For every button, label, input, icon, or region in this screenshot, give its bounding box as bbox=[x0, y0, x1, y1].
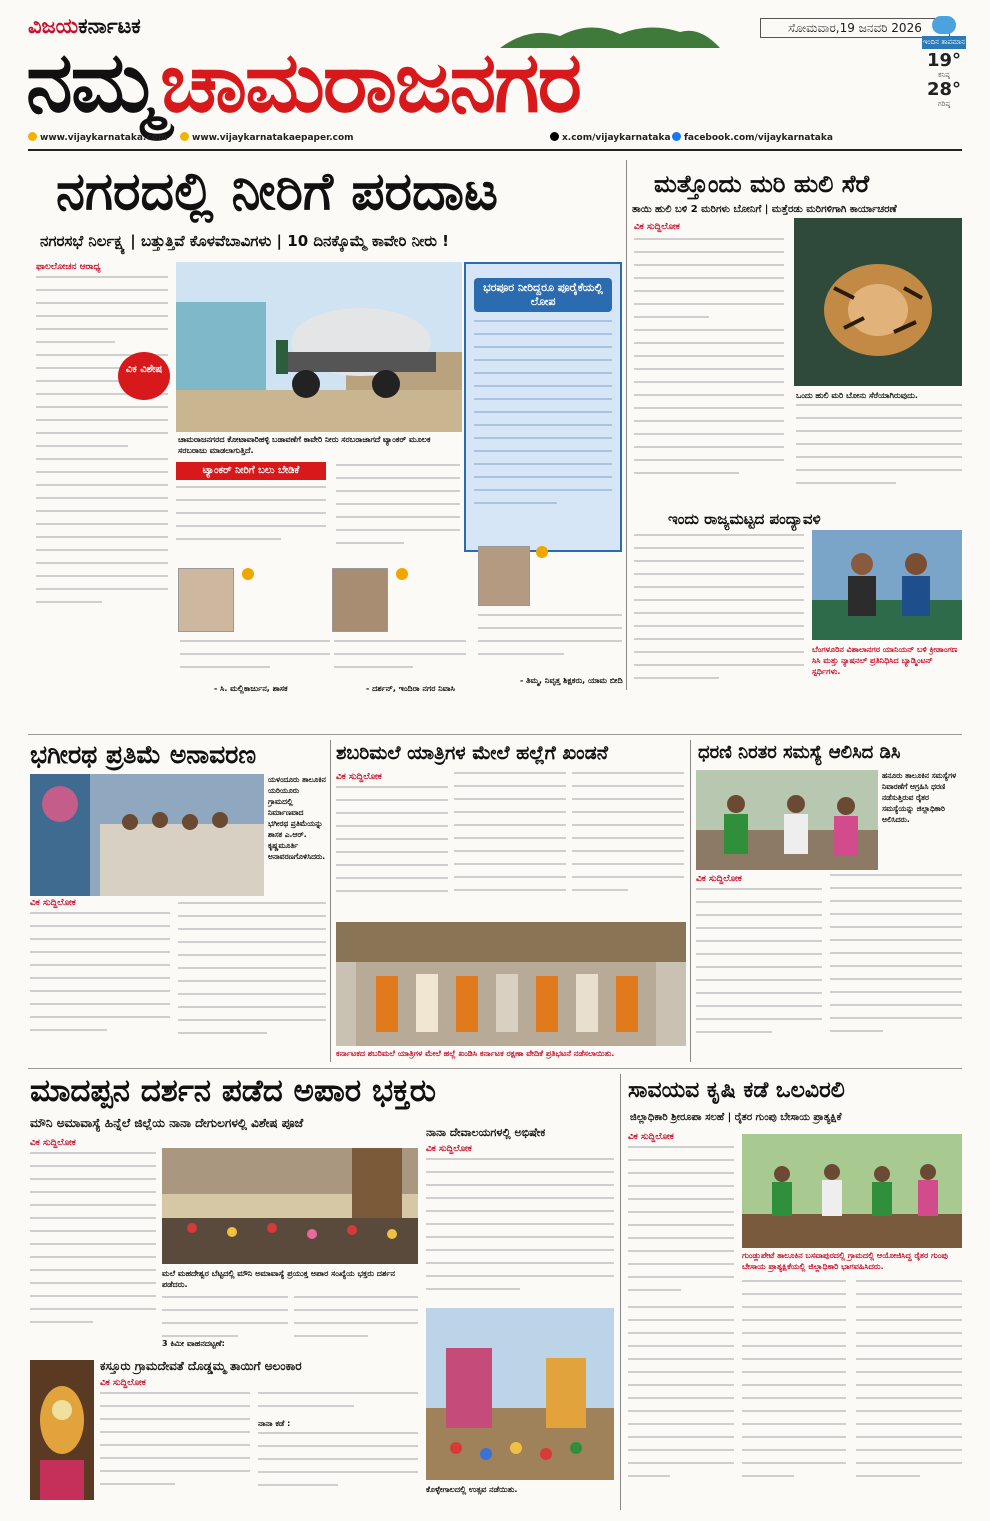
dharane-body-col2 bbox=[830, 874, 962, 1058]
temp-max: 28° bbox=[926, 78, 962, 100]
bhagiratha-byline: ವಿಕ ಸುದ್ದಿಲೋಕ bbox=[30, 898, 76, 908]
mug-teacher bbox=[478, 546, 530, 606]
brand-part1: ವಿಜಯ bbox=[28, 14, 79, 38]
madappa-body-col1 bbox=[30, 1152, 156, 1338]
organic-body-col1 bbox=[628, 1146, 734, 1306]
epaper-link[interactable]: www.vijaykarnatakaepaper.com bbox=[192, 133, 354, 143]
sabarimala-caption: ಕರ್ನಾಟಕದ ಶಬರಿಮಲೆ ಯಾತ್ರಿಗಳ ಮೇಲೆ ಹಲ್ಲೆ ಖಂಡಿಸಿ ಕರ್ನಾಟಕ ರಕ್ಷಣಾ ವೇದಿಕೆ ಪ್ರತಿಭಟನೆ ನಡೆಸಲಾಯಿತು. bbox=[336, 1049, 615, 1058]
cloud-sun-icon bbox=[932, 16, 956, 34]
tiger-caption: ಒಂದು ಹುಲಿ ಮರಿ ಬೋನು ಸೆರೆಯಾಗಿರುವುದು. bbox=[796, 391, 918, 400]
quote3-body bbox=[478, 614, 622, 674]
lead-subhead: ನಗರಸಭೆ ನಿರ್ಲಕ್ಷ್ಯ | ಬತ್ತುತ್ತಿವೆ ಕೊಳವೆಬಾವಿಗಳು | 10 ದಿನಕ್ಕೊಮ್ಮೆ ಕಾವೇರಿ ನೀರು ! bbox=[40, 232, 450, 250]
organic-body-col3 bbox=[856, 1280, 962, 1510]
tiger-body-col2 bbox=[796, 404, 962, 500]
madappa-byline: ವಿಕ ಸುದ್ದಿಲೋಕ bbox=[30, 1138, 76, 1148]
quote-icon bbox=[536, 546, 548, 558]
sports-headline: ಇಂದು ರಾಜ್ಯಮಟ್ಟದ ಪಂದ್ಯಾವಳಿ bbox=[668, 510, 821, 528]
sabarimala-photo bbox=[336, 922, 686, 1046]
quote-icon bbox=[242, 568, 254, 580]
mug-mla bbox=[178, 568, 234, 632]
facebook-icon bbox=[672, 132, 681, 141]
organic-caption: ಗುಂಡ್ಲುಪೇಟೆ ತಾಲೂಕಿನ ಬಸವಾಪುರದಲ್ಲಿ ಗ್ರಾಮದಲ್ಲಿ ಆಯೋಜಿಸಿದ್ದ ರೈತರ ಗುಂಪು ಬೇಸಾಯ ಪ್ರಾತ್ಯಕ್ಷಿಕೆಯಲ್ಲಿ ಜಿಲ್ಲಾಧಿಕಾರಿ ಭಾಗವಹಿಸಿದರು. bbox=[742, 1251, 948, 1271]
sports-body bbox=[634, 534, 804, 694]
bhagiratha-caption: ಯಳಂದೂರು ತಾಲೂಕಿನ ಯರಿಯೂರು ಗ್ರಾಮದಲ್ಲಿ ನಿರ್ಮಾಣವಾದ ಭಗೀರಥ ಪ್ರತಿಮೆಯನ್ನು ಶಾಸಕ ಎ.ಆರ್. ಕೃಷ್ಣಮೂರ್ತಿ ಅನಾವರಣಗೊಳಿಸಿದರು. bbox=[268, 775, 326, 861]
organic-body-col1b bbox=[628, 1306, 734, 1510]
kasturu-byline: ವಿಕ ಸುದ್ದಿಲೋಕ bbox=[100, 1378, 146, 1388]
newspaper-title bbox=[26, 33, 581, 131]
note-label: ನಾನಾ ಕಡೆ : bbox=[258, 1419, 291, 1428]
column-divider bbox=[690, 740, 691, 1062]
tiger-headline: ಮತ್ತೊಂದು ಮರಿ ಹುಲಿ ಸೆರೆ bbox=[654, 170, 870, 198]
organic-byline: ವಿಕ ಸುದ್ದಿಲೋಕ bbox=[628, 1132, 674, 1142]
organic-photo bbox=[742, 1134, 962, 1248]
globe-icon bbox=[28, 132, 37, 141]
organic-body-col2 bbox=[742, 1280, 846, 1510]
temples-headline: ನಾನಾ ದೇವಾಲಯಗಳಲ್ಲಿ ಅಭಿಷೇಕ bbox=[426, 1126, 546, 1139]
madappa-headline: ಮಾದಪ್ಪನ ದರ್ಶನ ಪಡೆದ ಅಪಾರ ಭಕ್ತರು bbox=[30, 1073, 436, 1109]
tiger-body-col1 bbox=[634, 238, 784, 500]
column-divider bbox=[620, 1074, 621, 1510]
column-divider bbox=[330, 740, 331, 1062]
temples-byline: ವಿಕ ಸುದ್ದಿಲೋಕ bbox=[426, 1144, 472, 1154]
kasturu-photo bbox=[30, 1360, 94, 1500]
title-part2: ಚಾಮರಾಜನಗರ bbox=[160, 33, 581, 131]
bhagiratha-body-col2 bbox=[178, 902, 326, 1052]
temp-min: 19° bbox=[926, 50, 962, 71]
weather-widget bbox=[918, 16, 970, 146]
temples-caption: ಕೊಳ್ಳೇಗಾಲದಲ್ಲಿ ಉತ್ಸವ ನಡೆಯಿತು. bbox=[426, 1485, 518, 1494]
bhagiratha-body-col1 bbox=[30, 912, 170, 1052]
madappa-photo bbox=[162, 1148, 418, 1264]
facebook-link[interactable]: facebook.com/vijaykarnataka bbox=[684, 133, 833, 143]
sidebar-box-title: ಭರಪೂರ ನೀರಿದ್ದರೂ ಪೂರೈಕೆಯಲ್ಲಿ ಲೋಪ bbox=[474, 278, 612, 312]
site-link[interactable]: www.vijaykarnataka.com bbox=[40, 133, 168, 143]
madappa-body-col3 bbox=[294, 1296, 418, 1352]
sabarimala-body-col2 bbox=[454, 772, 566, 918]
quote1-name: - ಸಿ. ಮಲ್ಲಿಕಾರ್ಜುನ, ಶಾಸಕ bbox=[214, 684, 288, 693]
vehicle-label: 3 ಕಿಮೀ ವಾಹನದಟ್ಟಣೆ: bbox=[162, 1339, 225, 1348]
mug-resident bbox=[332, 568, 388, 632]
quote3-name: - ತಿಮ್ಮ, ನಿವೃತ್ತ ಶಿಕ್ಷಕರು, ಯಾಮ ಬೀದಿ bbox=[520, 676, 623, 685]
kasturu-body-col1 bbox=[100, 1392, 250, 1508]
temp-max-label: ಗರಿಷ್ಠ bbox=[937, 99, 951, 108]
dharane-headline: ಧರಣಿ ನಿರತರ ಸಮಸ್ಯೆ ಆಲಿಸಿದ ಡಿಸಿ bbox=[698, 742, 901, 763]
tanker-body-col2 bbox=[336, 464, 460, 558]
organic-headline: ಸಾವಯವ ಕೃಷಿ ಕಡೆ ಒಲವಿರಲಿ bbox=[628, 1078, 845, 1103]
quote1-body bbox=[180, 640, 330, 680]
section-divider bbox=[28, 1068, 962, 1069]
x-link[interactable]: x.com/vijaykarnataka bbox=[562, 133, 671, 143]
sabarimala-byline: ವಿಕ ಸುದ್ದಿಲೋಕ bbox=[336, 772, 382, 782]
url-bar bbox=[28, 132, 908, 146]
globe-icon bbox=[180, 132, 189, 141]
quote2-name: - ದರ್ಶನ್, ಇಂದಿರಾ ನಗರ ನಿವಾಸಿ bbox=[366, 684, 455, 693]
dharane-byline: ವಿಕ ಸುದ್ದಿಲೋಕ bbox=[696, 874, 742, 884]
kasturu-headline: ಕಸ್ತೂರು ಗ್ರಾಮದೇವತೆ ದೊಡ್ಡಮ್ಮ ತಾಯಿಗೆ ಅಲಂಕಾರ bbox=[100, 1359, 302, 1373]
dharane-caption: ಹನೂರು ತಾಲೂಕಿನ ಸಮಸ್ಯೆಗಳ ನಿವಾರಣೆಗೆ ಆಗ್ರಹಿಸಿ ಧರಣಿ ನಡೆಸುತ್ತಿರುವ ರೈತರ ಸಮಸ್ಯೆಯನ್ನು ಜಿಲ್ಲಾಧಿಕಾರಿ ಆಲಿಸಿದರು. bbox=[882, 771, 957, 824]
sabarimala-body-col3 bbox=[572, 772, 684, 918]
sports-photo bbox=[812, 530, 962, 640]
tanker-box-title: ಟ್ಯಾಂಕರ್ ನೀರಿಗೆ ಬಲು ಬೇಡಿಕೆ bbox=[176, 462, 326, 480]
section-divider bbox=[28, 734, 962, 735]
sabarimala-headline: ಶಬರಿಮಲೆ ಯಾತ್ರಿಗಳ ಮೇಲೆ ಹಲ್ಲೆಗೆ ಖಂಡನೆ bbox=[336, 742, 609, 764]
lead-body-col1 bbox=[36, 276, 168, 676]
tiger-subhead: ತಾಯಿ ಹುಲಿ ಬಳಿ 2 ಮರಿಗಳು ಬೋನಿಗೆ | ಮತ್ತೆರಡು ಮರಿಗಳಿಗಾಗಿ ಕಾರ್ಯಾಚರಣೆ bbox=[632, 204, 897, 215]
lead-photo-caption: ಚಾಮರಾಜನಗರದ ಕೋಟಾವಾರಿಹಳ್ಳಿ ಬಡಾವಣೆಗೆ ಕಾವೇರಿ ನೀರು ಸರಬರಾಜಾಗದೆ ಟ್ಯಾಂಕರ್ ಮೂಲಕ ಸರಬರಾಜು ಮಾಡಲಾಗುತ್ತಿದೆ. bbox=[178, 435, 431, 455]
kasturu-body-col2b bbox=[258, 1432, 418, 1508]
quote2-body bbox=[334, 640, 466, 680]
tiger-byline: ವಿಕ ಸುದ್ದಿಲೋಕ bbox=[634, 222, 680, 232]
masthead-divider bbox=[28, 149, 962, 151]
weather-label: ಇಂದಿನ ತಾಪಮಾನ bbox=[922, 36, 966, 49]
temples-body bbox=[426, 1158, 614, 1308]
kasturu-body-col2a bbox=[258, 1392, 418, 1418]
organic-subhead: ಜಿಲ್ಲಾಧಿಕಾರಿ ಶ್ರೀರೂಪಾ ಸಲಹೆ | ರೈತರ ಗುಂಪು ಬೇಸಾಯ ಪ್ರಾತ್ಯಕ್ಷಿಕೆ bbox=[630, 1112, 842, 1123]
temples-photo bbox=[426, 1308, 614, 1480]
quote-icon bbox=[396, 568, 408, 580]
temp-min-label: ಕನಿಷ್ಠ bbox=[938, 70, 950, 79]
bhagiratha-photo bbox=[30, 774, 264, 896]
lead-byline: ಫಾಲಲೋಚನ ಆರಾಧ್ಯ bbox=[36, 262, 101, 272]
lead-photo-tanker bbox=[176, 262, 462, 432]
sabarimala-body-col1 bbox=[336, 786, 448, 918]
title-part1: ನಮ್ಮ bbox=[26, 33, 161, 131]
bhagiratha-headline: ಭಗೀರಥ ಪ್ರತಿಮೆ ಅನಾವರಣ bbox=[30, 740, 257, 769]
x-icon bbox=[550, 132, 559, 141]
column-divider bbox=[626, 160, 627, 690]
vk-special-badge: ವಿಕ ವಿಶೇಷ bbox=[118, 352, 170, 400]
tiger-photo bbox=[794, 218, 962, 386]
madappa-caption: ಮಲೆ ಮಹದೇಶ್ವರ ಬೆಟ್ಟದಲ್ಲಿ ಮೌನಿ ಅಮಾವಾಸ್ಯೆ ಪ್ರಯುಕ್ತ ಅಪಾರ ಸಂಖ್ಯೆಯ ಭಕ್ತರು ದರ್ಶನ ಪಡೆದರು. bbox=[162, 1269, 395, 1289]
lead-headline: ನಗರದಲ್ಲಿ ನೀರಿಗೆ ಪರದಾಟ bbox=[56, 162, 498, 222]
dharane-photo bbox=[696, 770, 878, 870]
dharane-body-col1 bbox=[696, 888, 822, 1058]
brand-part2: ಕರ್ನಾಟಕ bbox=[78, 14, 141, 38]
sidebar-box-body bbox=[474, 320, 612, 550]
tanker-body-col1 bbox=[176, 486, 326, 558]
sports-caption: ಬೆಂಗಳೂರಿನ ವಿಶಾಲಾನಗರ ಯಾನಿಯನ್ ಬಳಿ ಕ್ರೀಡಾಂಗಣ ಸಿಸಿ ಮತ್ತು ನ್ಯಾಷನಲ್ ಪ್ರತಿನಿಧಿಸಿದ ಬ್ಯಾಡ್ಮಿಂಟನ್ ಸ್ಪರ್ಧಿಗಳು. bbox=[812, 645, 958, 676]
sidebar-box bbox=[464, 262, 622, 552]
issue-date: ಸೋಮವಾರ,19 ಜನವರಿ 2026 bbox=[760, 18, 950, 38]
madappa-subhead: ಮೌನಿ ಅಮಾವಾಸ್ಯೆ ಹಿನ್ನೆಲೆ ಜಿಲ್ಲೆಯ ನಾನಾ ದೇಗುಲಗಳಲ್ಲಿ ವಿಶೇಷ ಪೂಜೆ bbox=[30, 1116, 304, 1130]
